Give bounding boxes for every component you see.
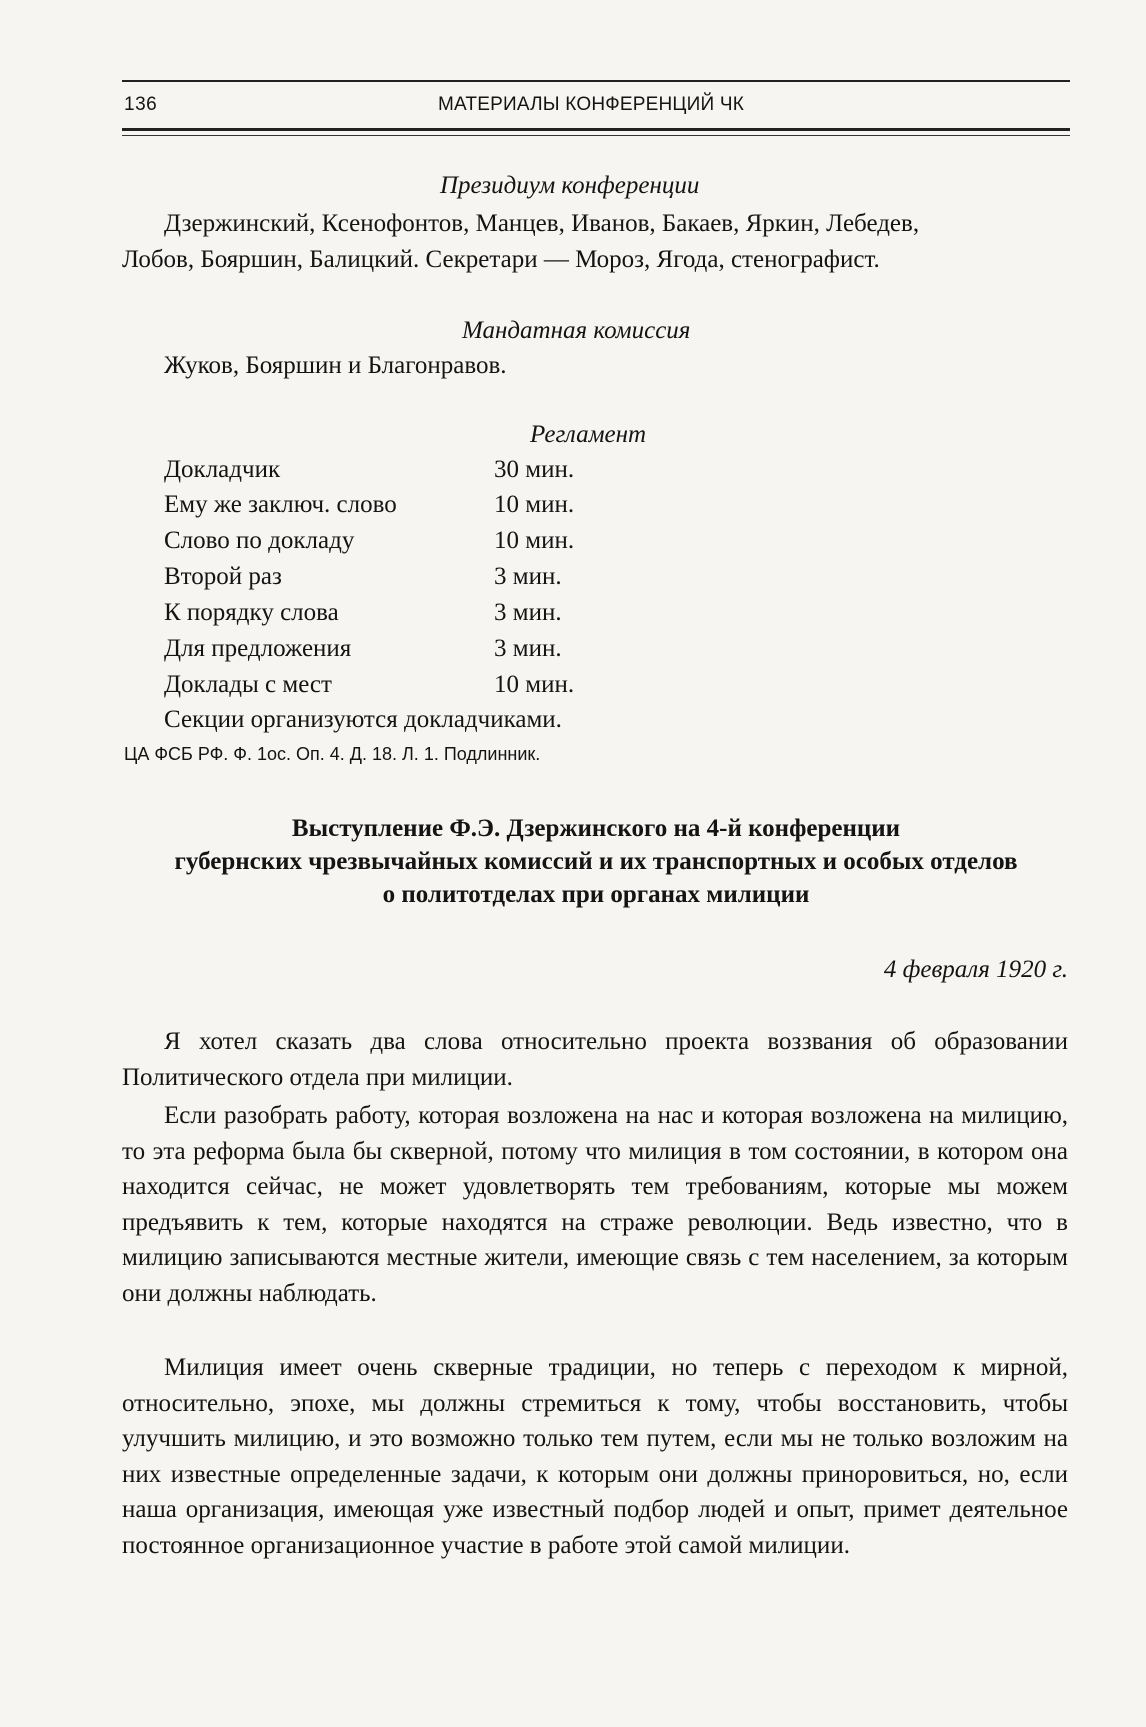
reglament-value: 10 мин. — [494, 491, 575, 518]
speech-paragraph: Я хотел сказать два слова относительно проекта воззвания об образовании Политического отдела при милиции. — [122, 1028, 1068, 1091]
archive-source-note: ЦА ФСБ РФ. Ф. 1ос. Оп. 4. Д. 18. Л. 1. Подлинник. — [124, 744, 541, 764]
speech-paragraph: Милиция имеет очень скверные традиции, но теперь с переходом к мирной, относительно, эпохе, мы должны стремиться к тому, чтобы восстановить, чтобы улучшить милицию, и это возможно только тем путем, если мы не только возложим на них известные определенные задачи, к которым они должны приноровиться, но, если наша организация, имеющая уже известный подбор людей и опыт, примет деятельное постоянное организационное участие в работе этой самой милиции. — [122, 1354, 1068, 1559]
reglament-closing: Секции организуются докладчиками. — [164, 706, 562, 733]
page-number: 136 — [124, 94, 158, 115]
mandate-commission-title: Мандатная комиссия — [462, 317, 691, 344]
reglament-label: Второй раз — [164, 563, 282, 590]
presidium-line: Лобов, Бояршин, Балицкий. Секретари — Мороз, Ягода, стенографист. — [122, 246, 880, 273]
reglament-value: 3 мин. — [494, 599, 562, 626]
reglament-value: 30 мин. — [494, 456, 575, 483]
header-top-rule — [122, 80, 1070, 82]
mandate-commission-members: Жуков, Бояршин и Благонравов. — [164, 352, 507, 379]
speech-title-line: губернских чрезвычайных комиссий и их транспортных и особых отделов — [174, 848, 1018, 875]
reglament-title: Регламент — [530, 421, 647, 448]
speech-paragraph: Если разобрать работу, которая возложена на нас и которая возложена на милицию, то эта реформа была бы скверной, потому что милиция в том состоянии, в котором она находится сейчас, не может удовлетворять тем требованиям, которые мы можем предъявить к тем, которые находятся на страже революции. Ведь известно, что в милицию записываются местные жители, имеющие связь с тем населением, за которым они должны наблюдать. — [122, 1102, 1068, 1307]
speech-date: 4 февраля 1920 г. — [883, 956, 1068, 983]
reglament-label: Доклады с мест — [164, 671, 332, 698]
reglament-label: Ему же заключ. слово — [164, 491, 397, 518]
reglament-label: К порядку слова — [164, 599, 339, 626]
reglament-value: 10 мин. — [494, 671, 575, 698]
presidium-title: Президиум конференции — [440, 172, 700, 199]
speech-title-line: Выступление Ф.Э. Дзержинского на 4-й конференции — [291, 815, 901, 842]
presidium-line: Дзержинский, Ксенофонтов, Манцев, Иванов, Бакаев, Яркин, Лебедев, — [164, 210, 920, 237]
reglament-value: 10 мин. — [494, 527, 575, 554]
running-title: МАТЕРИАЛЫ КОНФЕРЕНЦИЙ ЧК — [438, 94, 744, 115]
header-rule-thick — [122, 128, 1070, 131]
reglament-value: 3 мин. — [494, 635, 562, 662]
header-rule-thin — [122, 135, 1070, 136]
reglament-label: Слово по докладу — [164, 527, 355, 554]
reglament-value: 3 мин. — [494, 563, 562, 590]
reglament-label: Для предложения — [164, 635, 352, 662]
speech-title-line: о политотделах при органах милиции — [382, 881, 810, 908]
reglament-label: Докладчик — [164, 456, 281, 483]
